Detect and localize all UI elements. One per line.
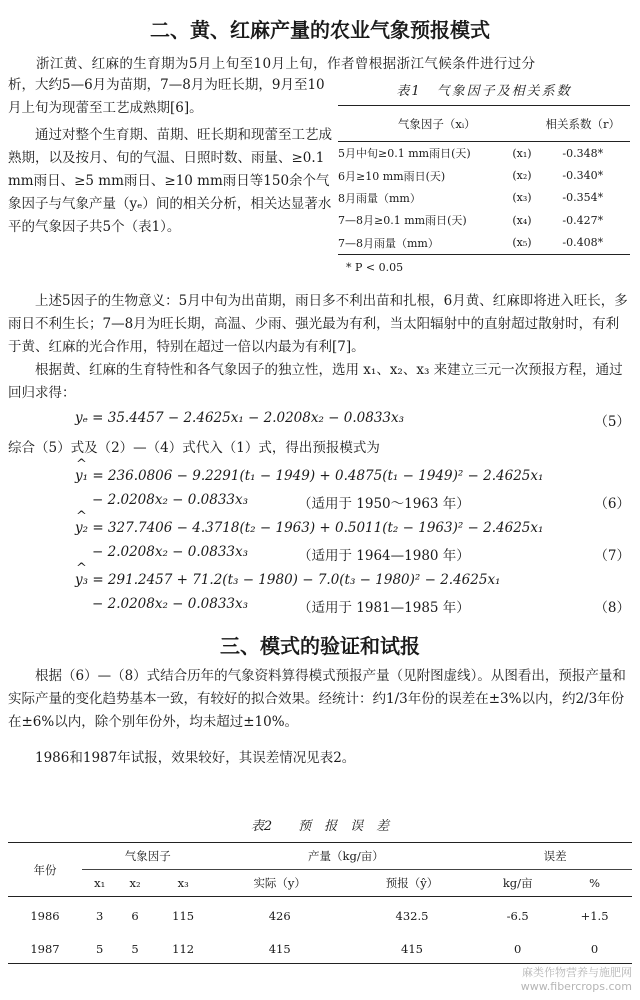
table-2-kg: 0 xyxy=(478,930,557,964)
equation-8-line-1 xyxy=(75,572,500,588)
table-2-x1: 5 xyxy=(82,930,117,964)
table-2-caption: 表2 预 报 误 差 xyxy=(250,819,390,834)
table-row xyxy=(8,930,632,964)
table-row xyxy=(338,187,630,209)
equation-6-line-2: − 2.0208x₂ − 0.0833x₃ xyxy=(92,492,249,508)
table-1-header-factor: 气象因子（xᵢ） xyxy=(338,106,536,142)
equation-6-line-1 xyxy=(75,468,543,484)
table-1-factor: 6月≥10 mm雨日(天) xyxy=(338,169,446,183)
equation-6-text: ^ y₁ = 236.0806 − 9.2291(t₁ − 1949) + 0.4875(t₁ − 1949)² − 2.4625x₁ xyxy=(75,468,543,484)
table-1-factor: 7—8月雨量（mm） xyxy=(338,232,506,255)
table-2-header-kg: kg/亩 xyxy=(478,870,557,897)
table-1-caption: 表1 气象因子及相关系数 xyxy=(396,84,572,99)
table-1-var: (x₄) xyxy=(512,213,532,227)
table-1-coef: -0.354* xyxy=(562,191,604,205)
table-row xyxy=(338,164,630,186)
table-2-pct: 0 xyxy=(557,930,632,964)
table-1-var: (x₁) xyxy=(512,146,532,160)
equation-5: yₑ = 35.4457 − 2.4625x₁ − 2.0208x₂ − 0.0833x₃ xyxy=(75,410,405,426)
table-2-kg: -6.5 xyxy=(506,909,529,923)
table-2-header-yield: 产量（kg/亩） xyxy=(214,843,479,870)
table-2 xyxy=(8,815,632,964)
equation-7-number: （7） xyxy=(594,548,630,564)
table-1-factor: 8月雨量（mm） xyxy=(338,191,421,205)
table-2-actual: 415 xyxy=(214,930,346,964)
table-2-x2: 6 xyxy=(131,909,139,923)
equation-7-line-1 xyxy=(75,520,543,536)
table-2-actual: 426 xyxy=(268,909,291,923)
section-2-para-1-line-1: 浙江黄、红麻的生育期为5月上旬至10月上旬，作者曾根据浙江气候条件进行过分 xyxy=(36,56,536,72)
table-2-x1: 3 xyxy=(96,909,104,923)
table-2-header-actual: 实际（y） xyxy=(214,870,346,897)
table-2-header-pred: 预报（ŷ） xyxy=(346,870,478,897)
section-3-heading: 三、模式的验证和试报 xyxy=(220,634,420,658)
table-2-pct: +1.5 xyxy=(580,909,609,923)
table-1-var: (x₅) xyxy=(506,232,535,255)
equation-7-line-2: − 2.0208x₂ − 0.0833x₃ xyxy=(92,544,249,560)
table-row xyxy=(338,142,630,165)
equation-7-note: （适用于 1964—1980 年） xyxy=(298,548,470,564)
table-1-factor: 7—8月≥0.1 mm雨日(天) xyxy=(338,214,467,228)
table-row xyxy=(338,209,630,231)
table-1-header-coef: 相关系数（r） xyxy=(536,106,630,142)
table-1-coef: -0.427* xyxy=(562,213,604,227)
equation-5-number: （5） xyxy=(594,414,630,430)
watermark-line-1: 麻类作物营养与施肥网 xyxy=(522,966,632,979)
table-row xyxy=(338,232,630,255)
table-1-factor: 5月中旬≥0.1 mm雨日(天) xyxy=(338,147,471,161)
equation-8-line-2: − 2.0208x₂ − 0.0833x₃ xyxy=(92,596,249,612)
watermark-line-2: www.fibercrops.com xyxy=(520,980,632,993)
section-2-para-1: 析，大约5—6月为苗期，7—8月为旺长期，9月至10月上旬为现蕾至工艺成熟期[6]。 xyxy=(8,77,325,116)
equation-8-note: （适用于 1981—1985 年） xyxy=(298,600,470,616)
equation-6-note: （适用于 1950～1963 年） xyxy=(298,496,470,512)
equation-8-number: （8） xyxy=(594,600,630,616)
table-1-note: * P < 0.05 xyxy=(346,260,404,274)
section-2-para-4: 根据黄、红麻的生育特性和各气象因子的独立性，选用 x₁、x₂、x₃ 来建立三元一次预报方程，通过回归求得： xyxy=(8,362,623,401)
table-1-coef: -0.340* xyxy=(562,169,604,183)
table-2-year: 1986 xyxy=(30,909,60,923)
table-2-header-pct: % xyxy=(557,870,632,897)
table-2-year: 1987 xyxy=(8,930,82,964)
table-2-x2: 5 xyxy=(117,930,152,964)
table-2-header-x1: x₁ xyxy=(82,870,117,897)
table-2-header-error: 误差 xyxy=(478,843,632,870)
section-3-para-2: 1986和1987年试报，效果较好，其误差情况见表2。 xyxy=(35,750,356,766)
table-2-x3: 112 xyxy=(153,930,214,964)
section-2-heading: 二、黄、红麻产量的农业气象预报模式 xyxy=(150,18,490,42)
equation-7-text: ^ y₂ = 327.7406 − 4.3718(t₂ − 1963) + 0.5011(t₂ − 1963)² − 2.4625x₁ xyxy=(75,520,543,536)
table-1-coef: -0.408* xyxy=(536,232,630,255)
table-2-header-x2: x₂ xyxy=(117,870,152,897)
section-2-para-5: 综合（5）式及（2）—（4）式代入（1）式，得出预报模式为 xyxy=(8,440,380,456)
section-3-para-1: 根据（6）—（8）式结合历年的气象资料算得模式预报产量（见附图虚线）。从图看出，预报产量和实际产量的变化趋势基本一致，有较好的拟合效果。经统计：约1/3年份的误差在±3%以内，约2/3年份在±6%以内，除个别年份外，均未超过±10%。 xyxy=(8,668,626,730)
table-1-coef: -0.348* xyxy=(562,146,604,160)
equation-6-number: （6） xyxy=(594,496,630,512)
section-2-para-2: 通过对整个生育期、苗期、旺长期和现蕾至工艺成熟期，以及按月、旬的气温、日照时数、雨量、≥0.1 mm雨日、≥5 mm雨日、≥10 mm雨日等150余个气象因子与气象产量（yₑ）间的相关分析，相关达显著水平的气象因子共5个（表1）。 xyxy=(8,127,332,235)
table-2-pred: 415 xyxy=(346,930,478,964)
table-1 xyxy=(338,80,630,274)
table-2-header-factor: 气象因子 xyxy=(82,843,214,870)
table-2-pred: 432.5 xyxy=(395,909,429,923)
table-2-header-year: 年份 xyxy=(8,843,82,897)
equation-8-text: ^ y₃ = 291.2457 + 71.2(t₃ − 1980) − 7.0(t₃ − 1980)² − 2.4625x₁ xyxy=(75,572,500,588)
table-1-var: (x₃) xyxy=(512,191,532,205)
table-row xyxy=(8,897,632,931)
table-1-var: (x₂) xyxy=(512,169,532,183)
table-2-header-x3: x₃ xyxy=(153,870,214,897)
section-2-para-3: 上述5因子的生物意义：5月中旬为出苗期，雨日多不利出苗和扎根，6月黄、红麻即将进入旺长，多雨日不利生长；7—8月为旺长期，高温、少雨、强光最为有利，当太阳辐射中的直射超过散射时，有利于黄、红麻的光合作用，特别在超过一倍以内最为有利[7]。 xyxy=(8,293,628,355)
watermark xyxy=(521,966,632,994)
table-2-x3: 115 xyxy=(172,909,195,923)
